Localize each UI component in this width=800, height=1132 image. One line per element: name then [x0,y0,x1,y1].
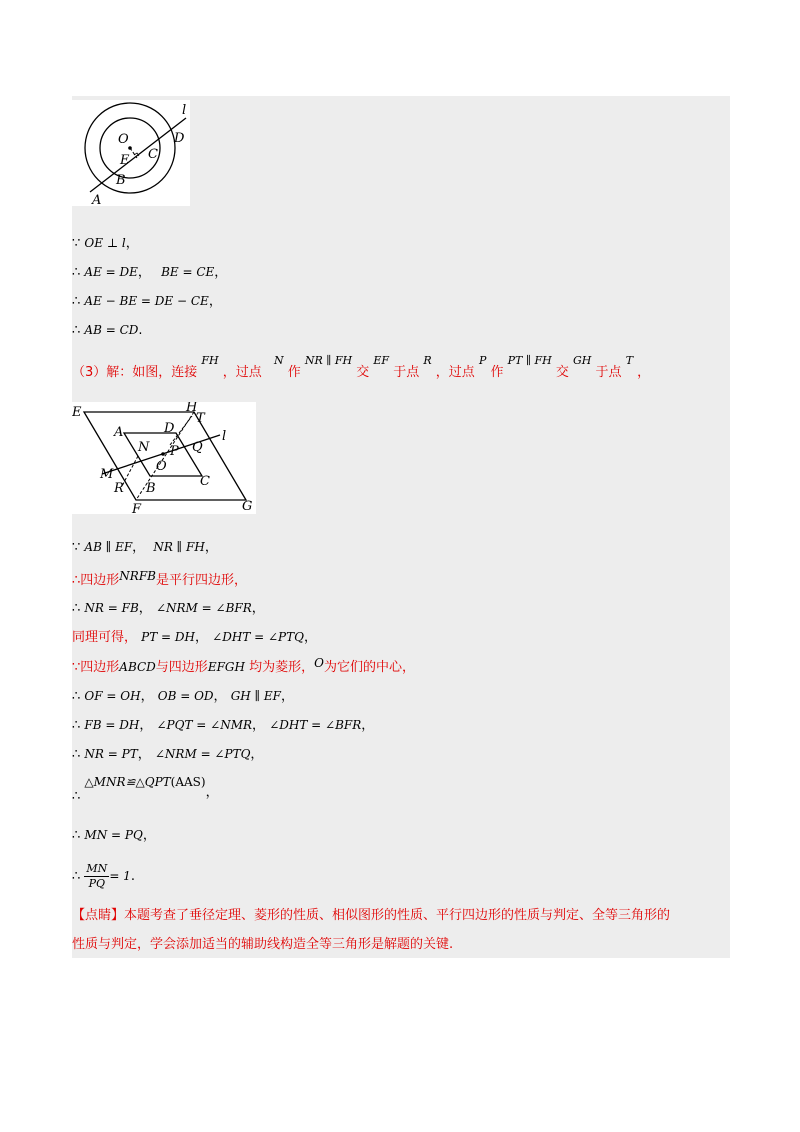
fig2-label-E: E [72,405,82,420]
fig2-label-B: B [146,481,156,496]
content-panel [72,96,730,958]
fig2-label-P: P [170,444,179,459]
fig2-label-A: A [114,425,124,440]
comment-line-1: 【点睛】本题考查了垂径定理、菱形的性质、相似图形的性质、平行四边形的性质与判定、全等三角形的 [72,908,671,923]
line-8: ∴ NR = FB， ∠NRM = ∠BFR， [72,601,265,616]
fig2-label-R: R [114,481,124,496]
figure-rhombuses [72,402,256,514]
fraction-mn-pq: $\frac{MN}{PQ}$ [86,862,108,890]
line-16: ∴ $\frac{MN}{PQ}$ = 1. [72,862,135,890]
line-9: 同理可得， PT = DH， ∠DHT = ∠PTQ， [72,630,317,645]
fig1-label-A: A [92,193,102,206]
fig1-label-E: E [120,153,130,168]
comment-line-2: 性质与判定，学会添加适当的辅助线构造全等三角形是解题的关键. [72,937,454,952]
fig2-label-Q: Q [192,440,203,455]
line-2: ∴ AE = DE， BE = CE， [72,265,228,280]
line-6: ∵ AB ∥ EF， NR ∥ FH， [72,540,218,555]
fig2-label-l: l [222,429,227,444]
line-15: ∴ MN = PQ， [72,828,156,843]
fig1-label-O: O [118,132,129,147]
line-4: ∴ AB = CD. [72,323,143,338]
fig2-label-N: N [138,440,150,455]
fig1-label-l: l [182,103,187,118]
line-1: ∵ OE ⊥ l， [72,236,139,251]
line-11: ∴ OF = OH， OB = OD， GH ∥ EF， [72,689,295,704]
line-5-construction: （3）解：如图，连接 $^{FH}$ ，过点 $^N$ 作 $^{NR \parallel FH}$ 交 $^{EF}$ 于点 $^R$ ，过点 $^P$ 作 $^{PT \parallel FH}$ 交 $^{GH}$ 于点 $^T$ ， [72,354,651,380]
fig2-label-O: O [156,459,167,474]
line-10: ∵四边形ABCD与四边形EFGH 均为菱形，O为它们的中心， [72,656,415,675]
line-12: ∴ FB = DH， ∠PQT = ∠NMR， ∠DHT = ∠BFR， [72,718,375,733]
fig2-label-F: F [132,502,142,514]
fig2-label-C: C [200,474,210,489]
line-14: ∴ △MNR≌△QPT(AAS)， [72,775,219,804]
fig2-label-T: T [196,411,205,426]
fig2-label-M: M [100,467,114,482]
line-13: ∴ NR = PT， ∠NRM = ∠PTQ， [72,747,264,762]
fig1-label-D: D [174,131,185,146]
fig2-label-D: D [164,421,175,436]
line-7: ∴四边形NRFB是平行四边形， [72,569,247,588]
fig2-label-H: H [186,402,198,415]
fig1-label-C: C [148,147,158,162]
line-3: ∴ AE − BE = DE − CE， [72,294,222,309]
fig1-label-B: B [116,173,126,188]
fig2-label-G: G [242,499,253,514]
figure-concentric-circles [72,100,190,206]
